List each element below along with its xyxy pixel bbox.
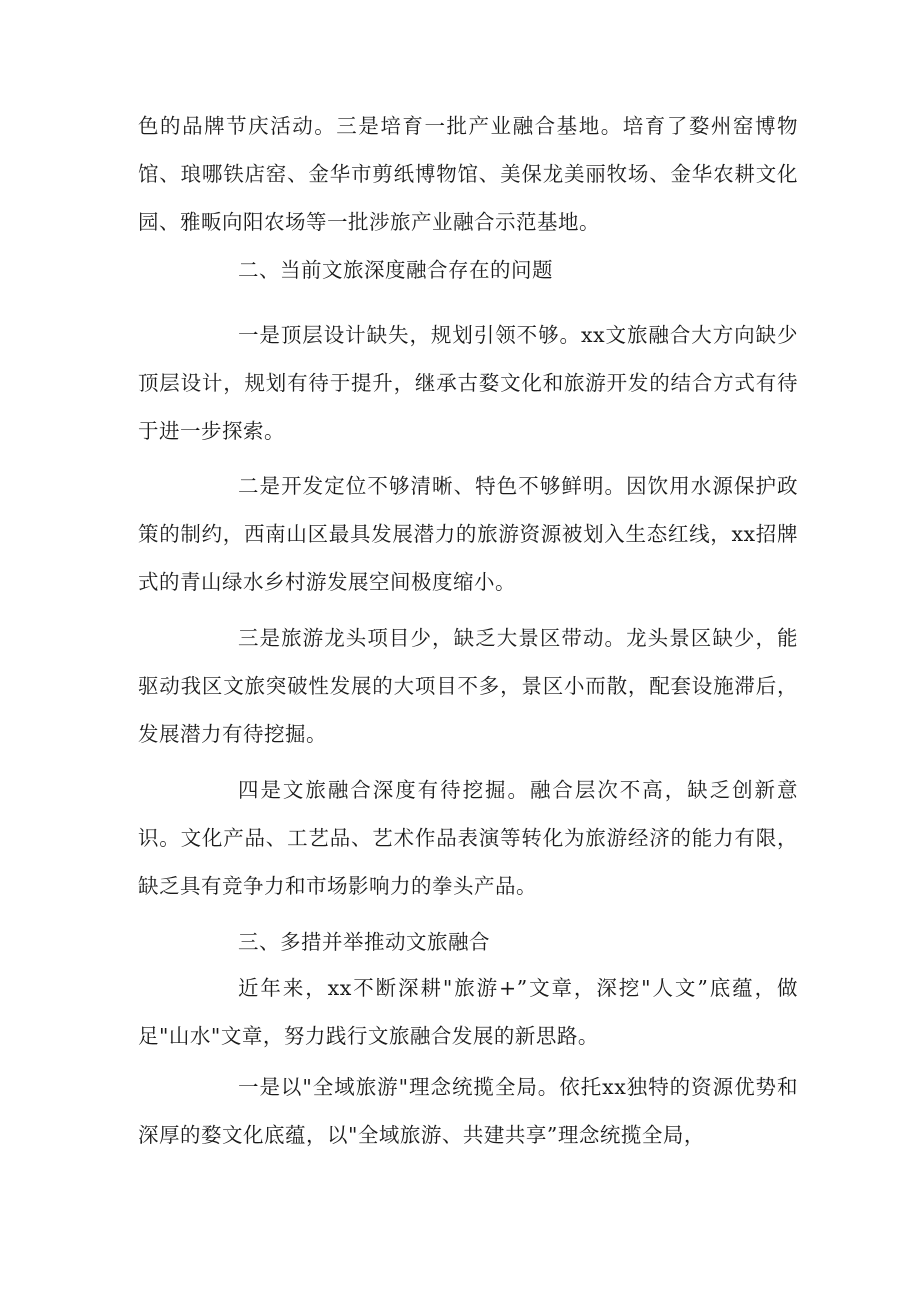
paragraph-problem-three: 三是旅游龙头项目少，缺乏大景区带动。龙头景区缺少，能驱动我区文旅突破性发展的大项目不多，景区小而散，配套设施滞后，发展潜力有待挖掘。 (138, 626, 798, 746)
paragraph-problem-four: 四是文旅融合深度有待挖掘。融合层次不高，缺乏创新意识。文化产品、工艺品、艺术作品表演等转化为旅游经济的能力有限，缺乏具有竞争力和市场影响力的拳头产品。 (138, 778, 798, 898)
section-heading-problems: 二、当前文旅深度融合存在的问题 (238, 258, 553, 282)
paragraph-measures-intro: 近年来，xx不断深耕"旅游+”文章，深挖"人文”底蕴，做足"山水"文章，努力践行文旅融合发展的新思路。 (138, 976, 798, 1048)
section-heading-measures: 三、多措并举推动文旅融合 (238, 930, 490, 954)
paragraph-problem-two: 二是开发定位不够清晰、特色不够鲜明。因饮用水源保护政策的制约，西南山区最具发展潜力的旅游资源被划入生态红线，xx招牌式的青山绿水乡村游发展空间极度缩小。 (138, 474, 798, 594)
paragraph-industry-bases: 色的品牌节庆活动。三是培育一批产业融合基地。培育了婺州窑博物馆、琅哪铁店窑、金华市剪纸博物馆、美保龙美丽牧场、金华农耕文化园、雅畈向阳农场等一批涉旅产业融合示范基地。 (138, 114, 798, 234)
paragraph-problem-one: 一是顶层设计缺失，规划引领不够。xx文旅融合大方向缺少顶层设计，规划有待于提升，继承古婺文化和旅游开发的结合方式有待于进一步探索。 (138, 323, 798, 443)
paragraph-measure-one: 一是以"全域旅游"理念统揽全局。依托xx独特的资源优势和深厚的婺文化底蕴，以"全域旅游、共建共享”理念统揽全局， (138, 1075, 798, 1147)
